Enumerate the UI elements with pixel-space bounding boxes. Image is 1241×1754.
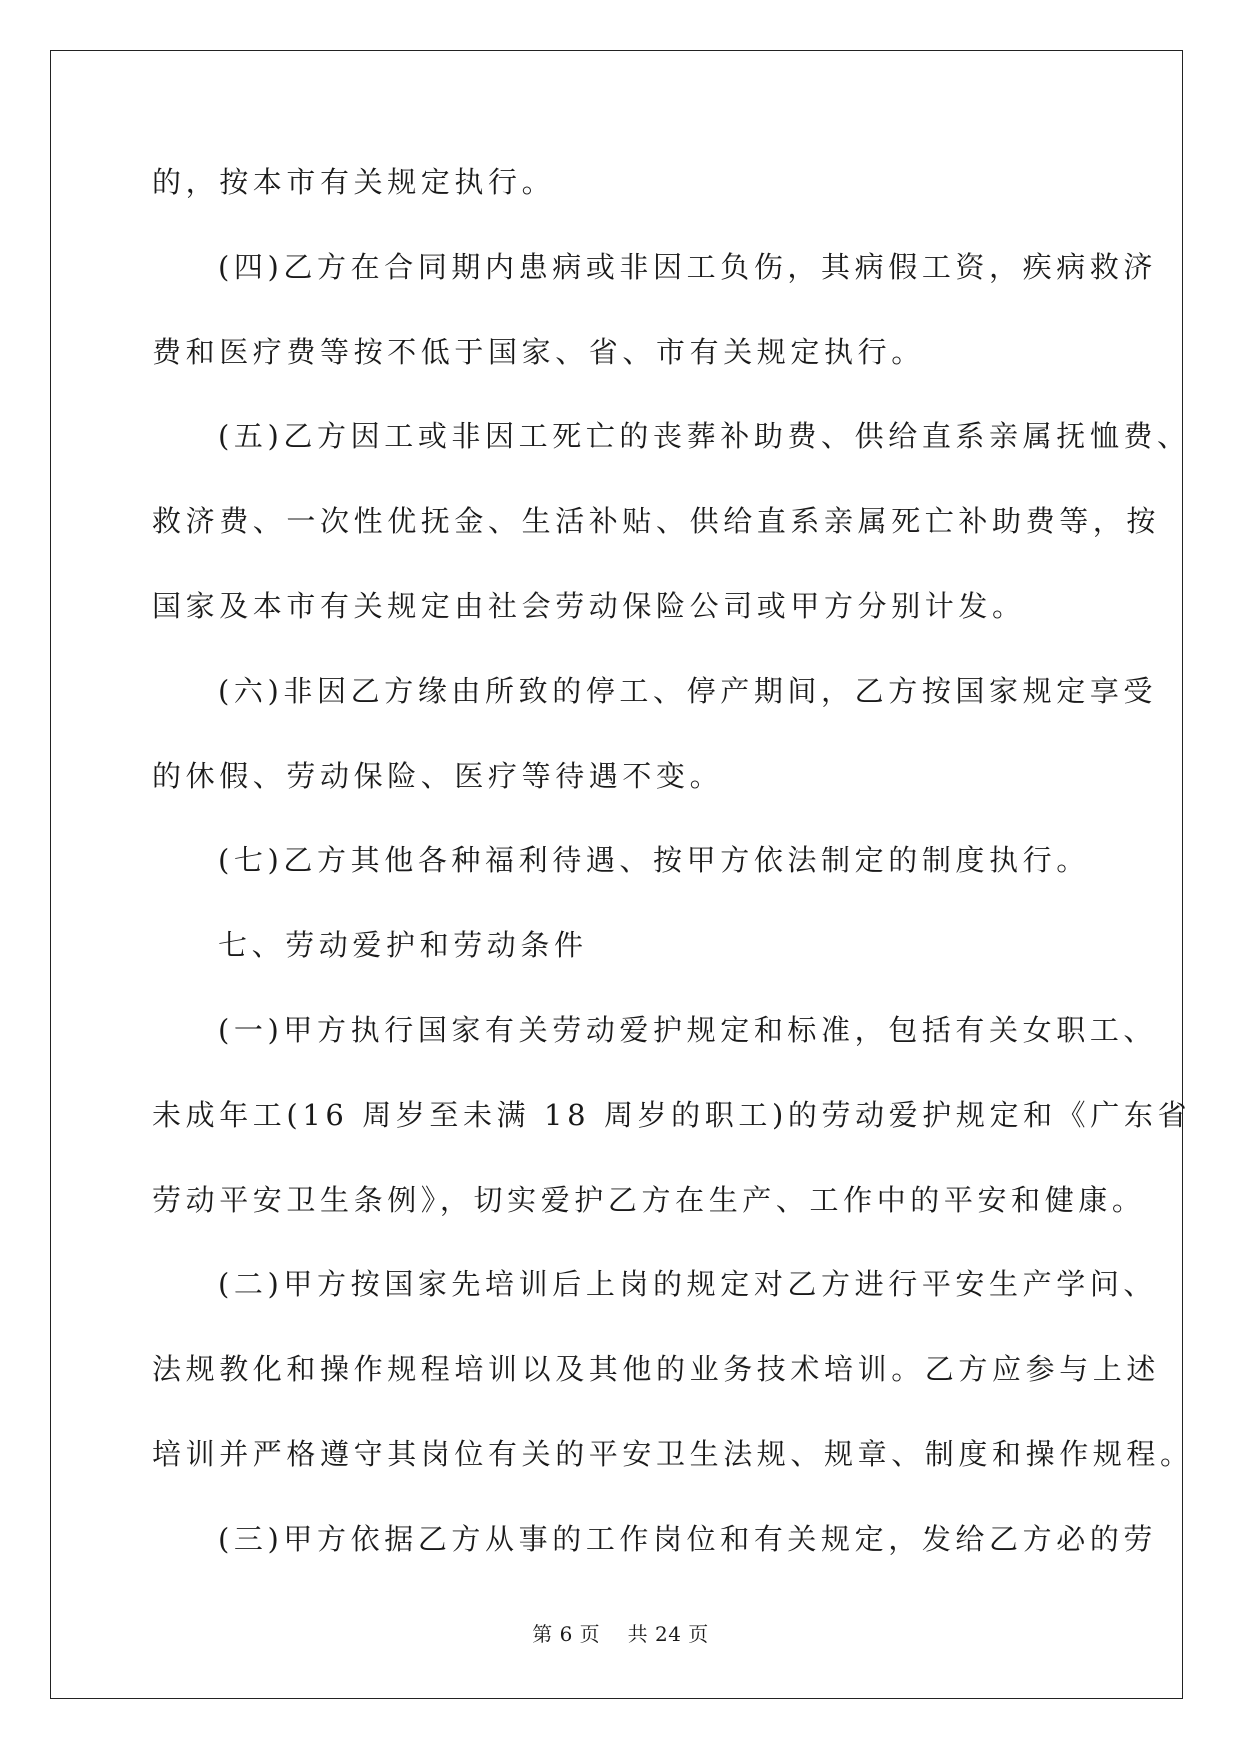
text-line: (七)乙方其他各种福利待遇、按甲方依法制定的制度执行。	[218, 843, 1090, 878]
text-line: 费和医疗费等按不低于国家、省、市有关规定执行。	[152, 334, 925, 369]
text-line: (二)甲方按国家先培训后上岗的规定对乙方进行平安生产学问、	[218, 1267, 1158, 1302]
text-line: 未成年工(16 周岁至未满 18 周岁的职工)的劳动爱护规定和《广东省	[152, 1097, 1192, 1132]
text-line: 国家及本市有关规定由社会劳动保险公司或甲方分别计发。	[152, 588, 1026, 623]
text-line: 法规教化和操作规程培训以及其他的业务技术培训。乙方应参与上述	[152, 1352, 1161, 1387]
text-line: (六)非因乙方缘由所致的停工、停产期间，乙方按国家规定享受	[218, 673, 1158, 708]
text-line: (四)乙方在合同期内患病或非因工负伤，其病假工资，疾病救济	[218, 249, 1158, 284]
page-number: 第 6 页	[532, 1622, 601, 1646]
text-line: 培训并严格遵守其岗位有关的平安卫生法规、规章、制度和操作规程。	[152, 1436, 1194, 1471]
total-pages: 共 24 页	[627, 1622, 709, 1646]
text-line: 劳动平安卫生条例》，切实爱护乙方在生产、工作中的平安和健康。	[152, 1182, 1146, 1217]
document-body	[152, 162, 1194, 1604]
text-line: (一)甲方执行国家有关劳动爱护规定和标准，包括有关女职工、	[218, 1012, 1158, 1047]
section-heading: 七、劳动爱护和劳动条件	[218, 928, 588, 963]
text-line: (三)甲方依据乙方从事的工作岗位和有关规定，发给乙方必的劳	[218, 1521, 1158, 1556]
text-line: 的，按本市有关规定执行。	[152, 165, 556, 199]
page-footer	[0, 1618, 1241, 1647]
text-line: 的休假、劳动保险、医疗等待遇不变。	[152, 758, 724, 793]
text-line: 救济费、一次性优抚金、生活补贴、供给直系亲属死亡补助费等，按	[152, 504, 1161, 539]
text-line: (五)乙方因工或非因工死亡的丧葬补助费、供给直系亲属抚恤费、	[218, 419, 1191, 454]
